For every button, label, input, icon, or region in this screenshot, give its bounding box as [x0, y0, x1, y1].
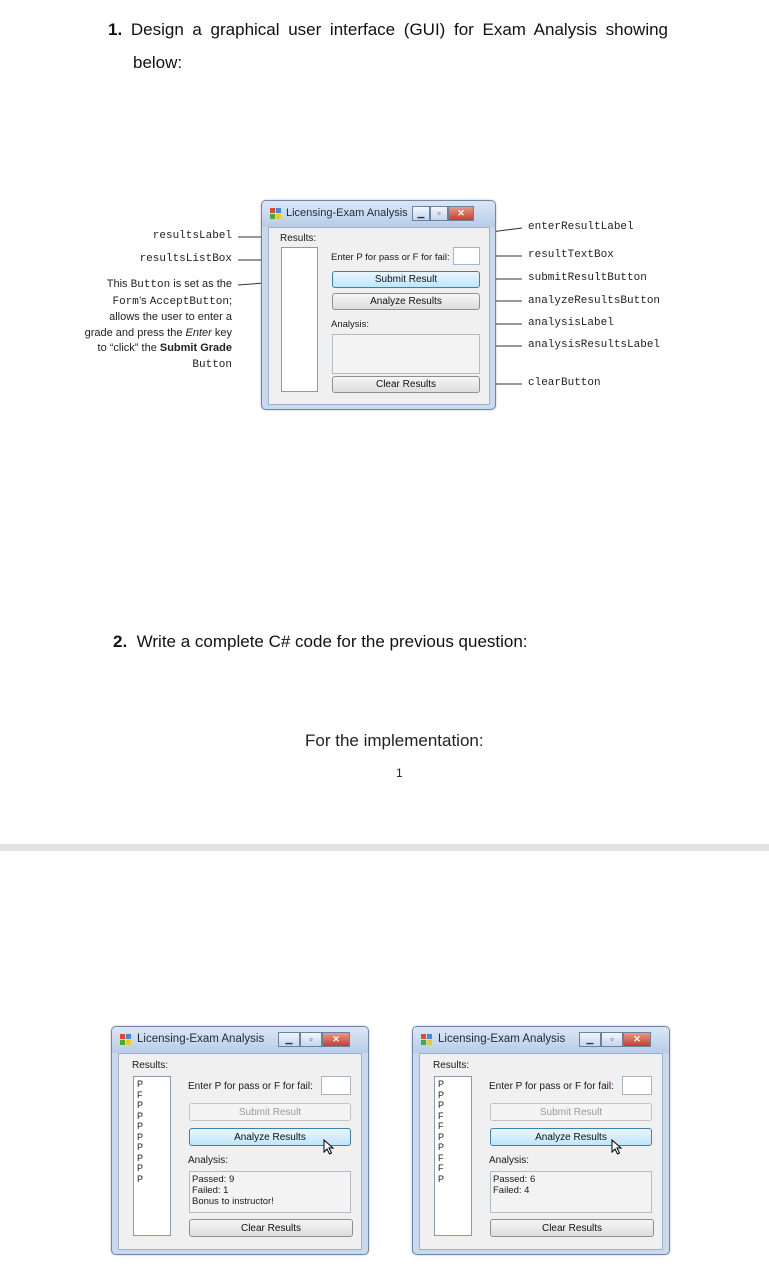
- implementation-heading: For the implementation:: [305, 731, 484, 750]
- list-item[interactable]: P: [137, 1100, 144, 1110]
- question-2-number: 2.: [113, 632, 128, 651]
- run-window-2: [412, 1026, 670, 1255]
- enter-result-label: Enter P for pass or F for fail:: [331, 252, 450, 263]
- annotation-submit-result-button: submitResultButton: [528, 272, 647, 284]
- minimize-icon[interactable]: ▁: [579, 1032, 601, 1047]
- results-listbox[interactable]: [133, 1076, 171, 1236]
- note-text: ’s: [138, 294, 150, 307]
- analysis-line: Failed: 4: [493, 1185, 530, 1196]
- list-item[interactable]: F: [438, 1110, 444, 1121]
- mouse-cursor-icon: [323, 1139, 335, 1155]
- annotation-accept-button-note: [60, 277, 232, 373]
- list-item[interactable]: F: [438, 1163, 444, 1173]
- mouse-cursor-icon: [611, 1139, 623, 1155]
- run-window-1: [111, 1026, 369, 1255]
- analyze-results-button[interactable]: Analyze Results: [189, 1128, 351, 1146]
- annotation-results-listbox: resultsListBox: [139, 253, 232, 265]
- enter-result-label: Enter P for pass or F for fail:: [188, 1081, 313, 1092]
- note-code: Form: [112, 295, 139, 308]
- run-window-2-title: Licensing-Exam Analysis: [438, 1033, 566, 1045]
- results-label: Results:: [433, 1060, 470, 1071]
- clear-results-button[interactable]: Clear Results: [490, 1219, 654, 1237]
- note-text: to “click” the: [97, 342, 160, 354]
- results-listbox[interactable]: [434, 1076, 472, 1236]
- list-item[interactable]: P: [137, 1152, 144, 1163]
- analysis-label: Analysis:: [331, 319, 370, 330]
- analysis-line: Passed: 9: [192, 1174, 235, 1185]
- design-window: [261, 200, 496, 410]
- analyze-results-button[interactable]: Analyze Results: [490, 1128, 652, 1146]
- results-listbox[interactable]: [281, 247, 318, 392]
- question-2: [113, 632, 528, 652]
- clear-results-button[interactable]: Clear Results: [189, 1219, 353, 1237]
- minimize-icon[interactable]: ▁: [412, 206, 430, 221]
- question-1-line-2: below:: [133, 53, 183, 72]
- design-window-client: [268, 227, 490, 405]
- analysis-results-label: [332, 334, 480, 374]
- list-item[interactable]: P: [137, 1121, 144, 1131]
- list-item[interactable]: P: [137, 1110, 144, 1121]
- list-item[interactable]: P: [438, 1100, 445, 1110]
- list-item[interactable]: P: [438, 1142, 445, 1152]
- analysis-label: Analysis:: [489, 1155, 530, 1166]
- annotation-results-label: resultsLabel: [152, 230, 232, 242]
- question-1-number: 1.: [108, 20, 123, 39]
- question-2-text: Write a complete C# code for the previous question:: [136, 632, 528, 651]
- annotation-analyze-results-button: analyzeResultsButton: [528, 295, 661, 307]
- close-icon[interactable]: ✕: [623, 1032, 651, 1047]
- note-text: This: [106, 278, 131, 290]
- run-window-2-titlebar: [413, 1027, 669, 1053]
- submit-result-button[interactable]: Submit Result: [490, 1103, 652, 1121]
- annotation-analysis-results-label: analysisResultsLabel: [528, 339, 661, 351]
- minimize-icon[interactable]: ▁: [278, 1032, 300, 1047]
- page-divider: [0, 844, 769, 851]
- run-window-1-titlebar: [112, 1027, 368, 1053]
- list-item[interactable]: P: [137, 1079, 144, 1089]
- list-item[interactable]: F: [438, 1121, 444, 1131]
- analyze-results-button[interactable]: Analyze Results: [332, 293, 480, 310]
- run-window-2-client: [419, 1053, 663, 1250]
- results-label: Results:: [280, 233, 317, 244]
- list-item[interactable]: F: [137, 1089, 143, 1100]
- question-1-text: Design a graphical user interface (GUI) for Exam Analysis showing: [130, 20, 668, 39]
- close-icon[interactable]: ✕: [322, 1032, 350, 1047]
- note-bold: Submit Grade: [159, 342, 232, 354]
- list-item[interactable]: P: [137, 1173, 144, 1184]
- design-window-title: Licensing-Exam Analysis: [286, 207, 408, 219]
- analysis-line: Bonus to instructor!: [192, 1196, 274, 1207]
- list-item[interactable]: P: [438, 1131, 445, 1142]
- analysis-line: Passed: 6: [493, 1174, 536, 1185]
- result-textbox[interactable]: [321, 1076, 351, 1095]
- analysis-results-label: [189, 1171, 351, 1213]
- annotation-result-textbox: resultTextBox: [528, 249, 614, 261]
- result-textbox[interactable]: [453, 247, 480, 265]
- analysis-label: Analysis:: [188, 1155, 229, 1166]
- list-item[interactable]: P: [438, 1089, 445, 1100]
- note-code: Button: [192, 358, 232, 371]
- list-item[interactable]: F: [438, 1152, 444, 1163]
- close-icon[interactable]: ✕: [448, 206, 474, 221]
- list-item[interactable]: P: [438, 1173, 445, 1184]
- maximize-icon[interactable]: ▫: [430, 206, 448, 221]
- submit-result-button[interactable]: Submit Result: [332, 271, 480, 288]
- app-icon: [270, 208, 282, 220]
- maximize-icon[interactable]: ▫: [601, 1032, 623, 1047]
- note-text: is set as the: [170, 278, 232, 290]
- note-text: allows the user to enter a: [109, 311, 232, 323]
- note-text: ;: [228, 294, 232, 307]
- run-window-1-client: [118, 1053, 362, 1250]
- note-code: Button: [130, 279, 171, 291]
- list-item[interactable]: P: [137, 1163, 144, 1173]
- analysis-results-label: [490, 1171, 652, 1213]
- note-text: grade and press the: [84, 326, 186, 339]
- enter-result-label: Enter P for pass or F for fail:: [489, 1081, 614, 1092]
- list-item[interactable]: P: [438, 1079, 445, 1089]
- note-italic: Enter: [185, 326, 212, 339]
- design-window-titlebar: [262, 201, 495, 227]
- app-icon: [120, 1034, 132, 1046]
- result-textbox[interactable]: [622, 1076, 652, 1095]
- results-label: Results:: [132, 1060, 169, 1071]
- annotation-clear-button: clearButton: [528, 377, 601, 389]
- annotation-analysis-label: analysisLabel: [528, 317, 614, 329]
- app-icon: [421, 1034, 433, 1046]
- page-number: 1: [396, 766, 403, 780]
- submit-result-button[interactable]: Submit Result: [189, 1103, 351, 1121]
- list-item[interactable]: P: [137, 1142, 144, 1152]
- analysis-line: Failed: 1: [192, 1185, 229, 1196]
- run-window-1-title: Licensing-Exam Analysis: [137, 1033, 265, 1045]
- note-text: key: [211, 326, 232, 339]
- clear-results-button[interactable]: Clear Results: [332, 376, 480, 393]
- list-item[interactable]: P: [137, 1131, 144, 1142]
- note-code: AcceptButton: [149, 295, 229, 308]
- maximize-icon[interactable]: ▫: [300, 1032, 322, 1047]
- annotation-enter-result-label: enterResultLabel: [528, 221, 634, 233]
